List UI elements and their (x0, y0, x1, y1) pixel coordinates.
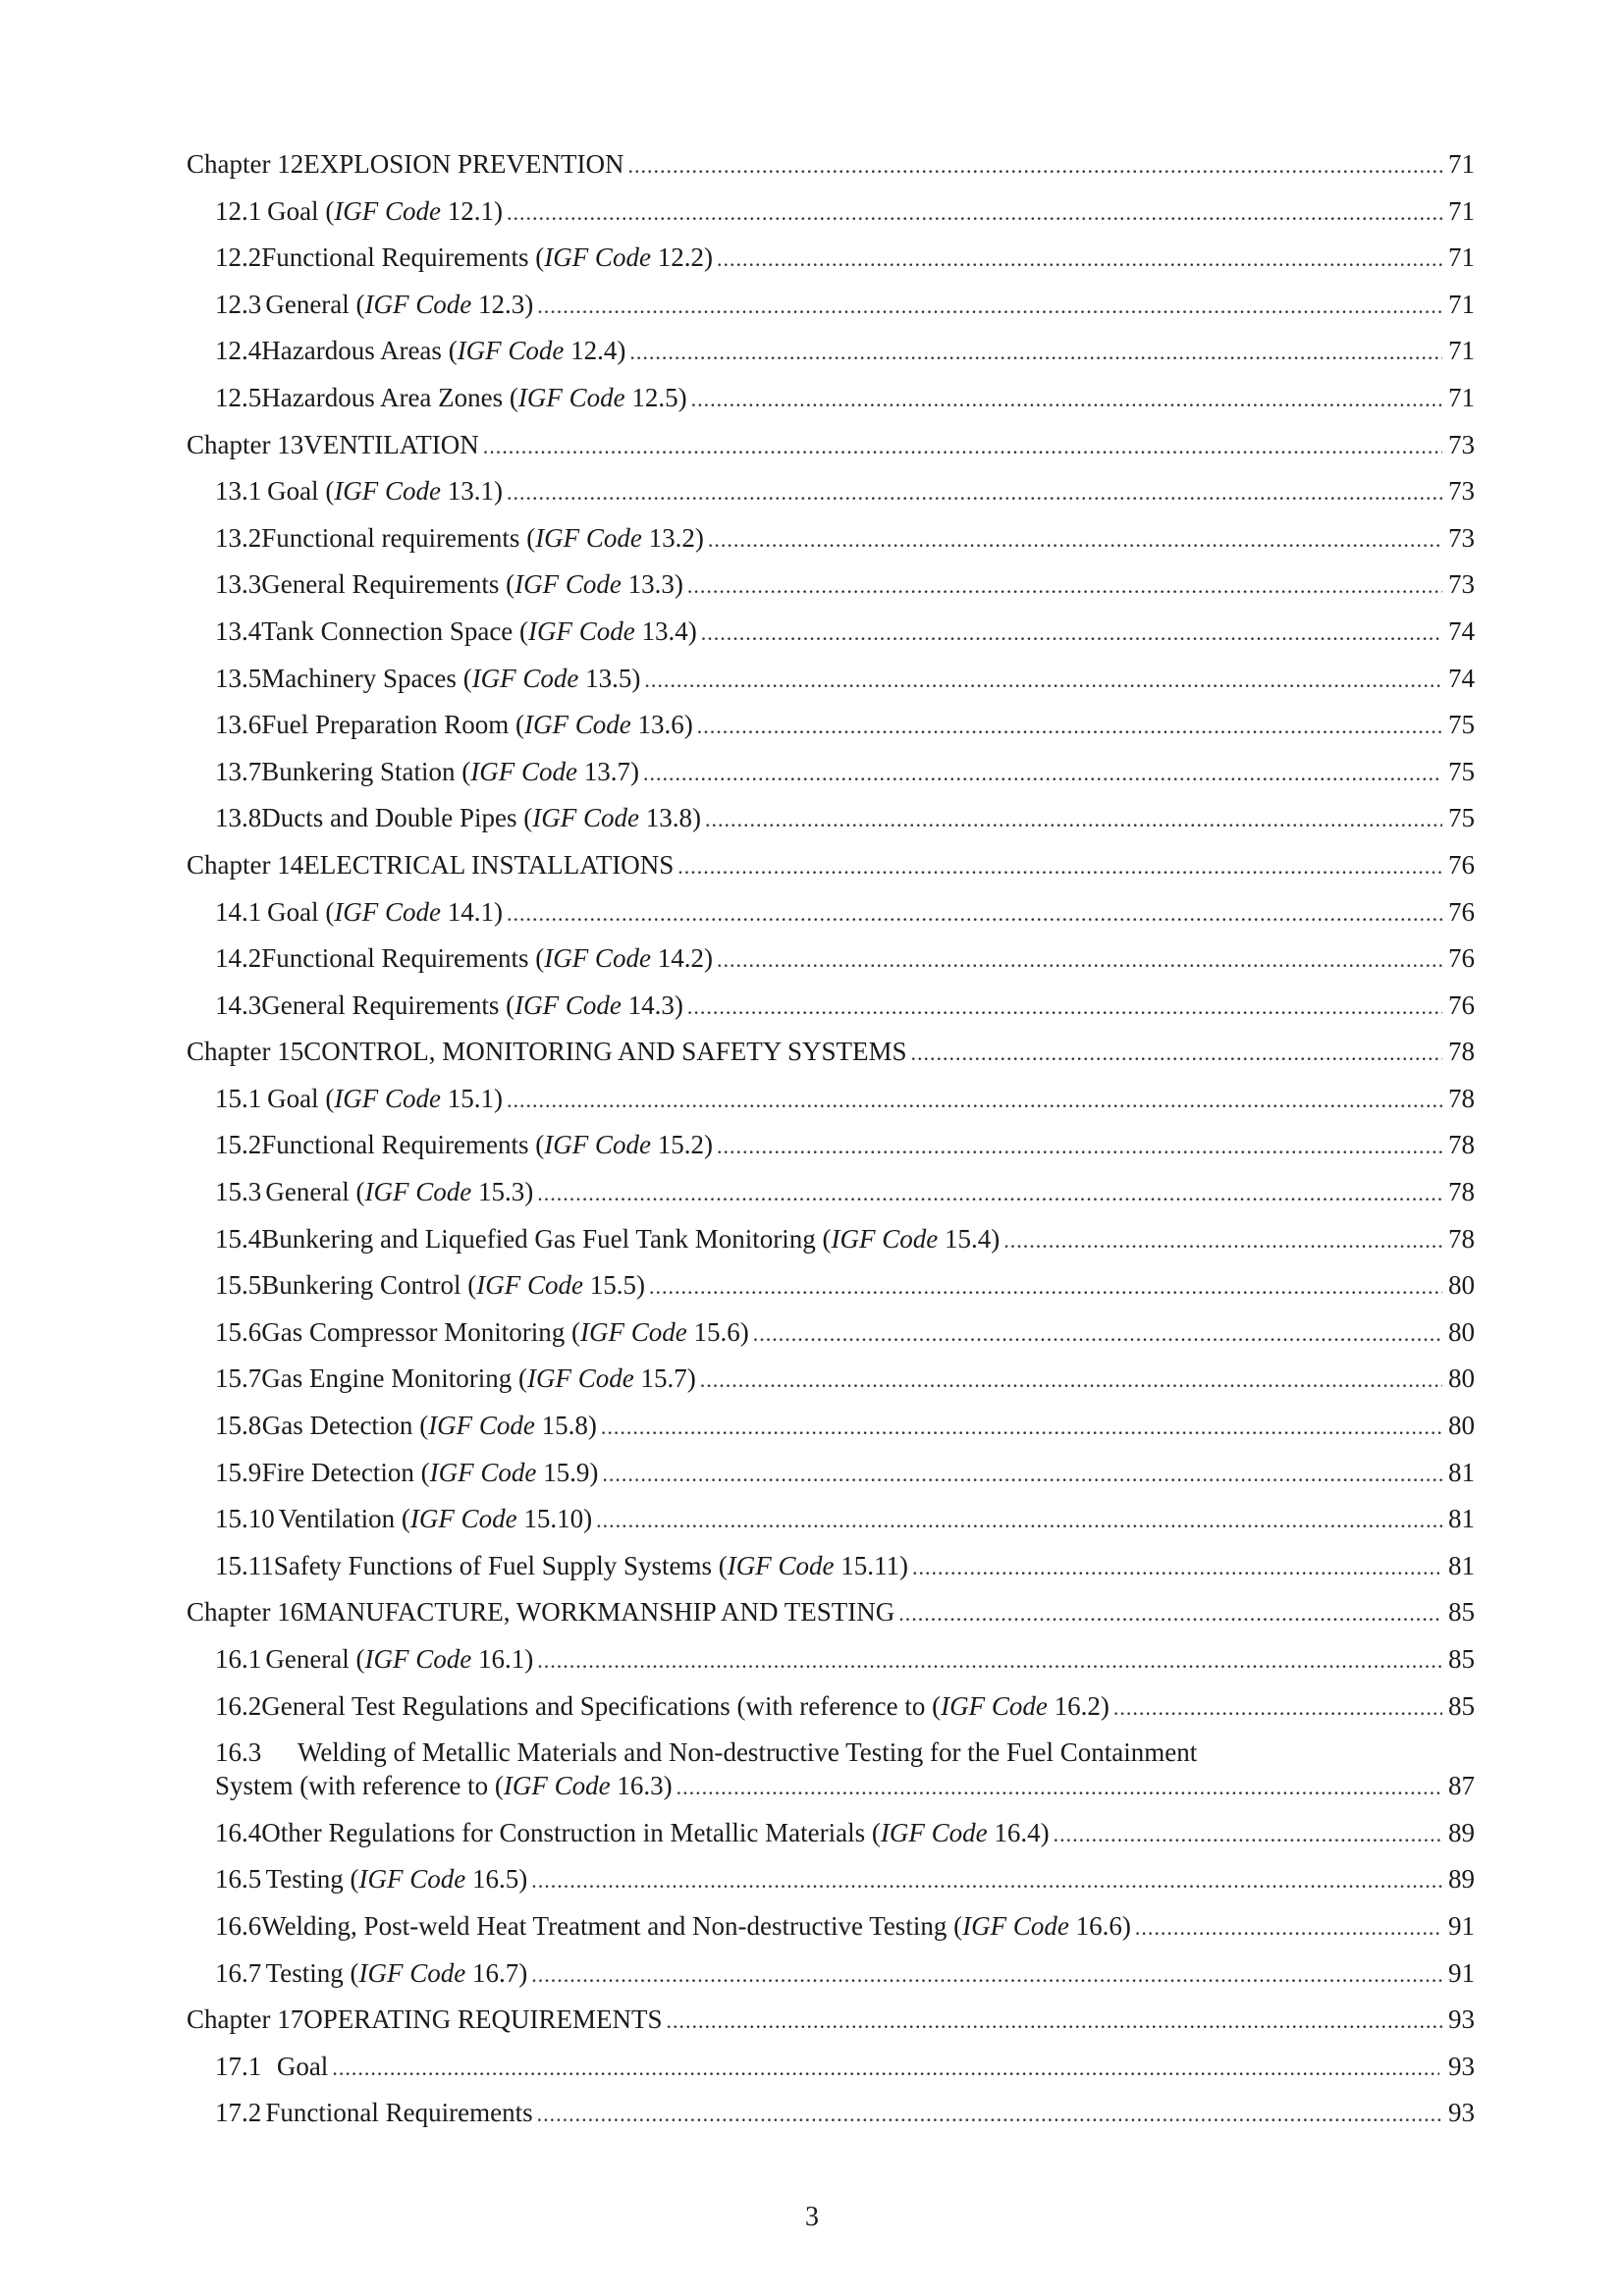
code-reference: IGF Code (358, 1957, 466, 1988)
code-reference: IGF Code (544, 943, 651, 974)
toc-entry-title: Safety Functions of Fuel Supply Systems (IGF Code 15.11) (273, 1550, 908, 1580)
toc-entry-number: Chapter 17 (187, 2004, 304, 2035)
toc-page-number: 76 (1448, 943, 1475, 974)
dot-leader (697, 712, 1442, 741)
toc-entry-title: General Requirements (IGF Code 14.3) (261, 989, 683, 1020)
code-reference: IGF Code (476, 1270, 583, 1301)
toc-entry-number: 16.3 (215, 1737, 262, 1768)
toc-page-number: 71 (1448, 382, 1475, 412)
toc-entry-title: Functional Requirements (265, 2098, 533, 2128)
toc-entry-title: Functional requirements (IGF Code 13.2) (261, 522, 704, 553)
toc-entry-number: 15.6 (215, 1316, 262, 1347)
toc-entry-title: Machinery Spaces (IGF Code 13.5) (261, 663, 641, 693)
toc-entry-number: 15.7 (215, 1363, 262, 1394)
toc-entry-title: General Test Regulations and Specifications (with reference to (IGF Code 16.2) (261, 1690, 1110, 1721)
toc-entry-title: Gas Engine Monitoring (IGF Code 15.7) (261, 1363, 696, 1394)
toc-page-number: 78 (1448, 1130, 1475, 1160)
toc-entry-title: Bunkering Station (IGF Code 13.7) (261, 756, 639, 786)
toc-section-entry[interactable] (187, 383, 1475, 430)
table-of-contents (187, 149, 1475, 2145)
toc-page-number: 73 (1448, 476, 1475, 507)
dot-leader (677, 852, 1442, 881)
toc-page-number: 91 (1448, 1910, 1475, 1941)
toc-entry-title: Bunkering and Liquefied Gas Fuel Tank Monitoring (IGF Code 15.4) (261, 1223, 1001, 1254)
toc-section-entry[interactable] (187, 1691, 1475, 1738)
toc-page-number: 74 (1448, 615, 1475, 646)
dot-leader (687, 571, 1442, 601)
toc-entry-number: Chapter 13 (187, 429, 304, 459)
toc-section-entry[interactable] (187, 1644, 1475, 1691)
code-reference: IGF Code (364, 1644, 472, 1674)
dot-leader (596, 1506, 1442, 1535)
dot-leader (1003, 1226, 1442, 1255)
toc-section-entry[interactable] (187, 710, 1475, 757)
toc-entry-number: Chapter 16 (187, 1597, 304, 1628)
code-reference: IGF Code (535, 522, 642, 553)
toc-entry-number: 15.1 (215, 1083, 262, 1113)
toc-section-entry[interactable] (187, 1177, 1475, 1224)
toc-section-entry[interactable] (187, 2052, 1475, 2099)
toc-section-entry[interactable] (187, 1737, 1475, 1801)
toc-section-entry[interactable] (187, 290, 1475, 337)
toc-page-number: 80 (1448, 1363, 1475, 1394)
toc-page-number: 87 (1448, 1771, 1475, 1801)
toc-chapter-entry[interactable] (187, 2004, 1475, 2052)
toc-section-entry[interactable] (187, 897, 1475, 944)
toc-chapter-entry[interactable] (187, 430, 1475, 477)
toc-entry-title: System (with reference to (IGF Code 16.3) (215, 1771, 673, 1801)
toc-section-entry[interactable] (187, 242, 1475, 290)
toc-entry-number: 15.11 (215, 1550, 274, 1580)
dot-leader (701, 618, 1442, 648)
toc-section-entry[interactable] (187, 1411, 1475, 1458)
code-reference: IGF Code (532, 803, 639, 833)
toc-entry-number: 13.2 (215, 522, 262, 553)
toc-entry-number: 16.4 (215, 1817, 262, 1847)
toc-entry-number: 14.1 (215, 896, 262, 927)
toc-entry-title: Goal (IGF Code 15.1) (267, 1083, 504, 1113)
toc-page-number: 76 (1448, 896, 1475, 927)
dot-leader (537, 292, 1442, 321)
toc-page-number: 93 (1448, 2004, 1475, 2035)
dot-leader (602, 1460, 1442, 1489)
toc-page-number: 85 (1448, 1597, 1475, 1628)
dot-leader (691, 385, 1442, 414)
dot-leader (912, 1553, 1442, 1582)
toc-section-entry[interactable] (187, 2098, 1475, 2145)
dot-leader (531, 1866, 1442, 1896)
code-reference: IGF Code (880, 1817, 988, 1847)
toc-section-entry[interactable] (187, 1363, 1475, 1411)
code-reference: IGF Code (523, 710, 631, 740)
code-reference: IGF Code (334, 195, 442, 226)
toc-page-number: 76 (1448, 989, 1475, 1020)
toc-page-number: 80 (1448, 1270, 1475, 1301)
toc-entry-title: Hazardous Areas (IGF Code 12.4) (261, 336, 626, 366)
toc-section-entry[interactable] (187, 803, 1475, 850)
toc-section-entry[interactable] (187, 943, 1475, 990)
toc-entry-number: 13.7 (215, 756, 262, 786)
toc-section-entry[interactable] (187, 1084, 1475, 1131)
toc-entry-number: 16.2 (215, 1690, 262, 1721)
dot-leader (507, 899, 1442, 929)
dot-leader (1135, 1913, 1442, 1943)
dot-leader (687, 992, 1442, 1022)
dot-leader (717, 244, 1442, 274)
toc-page-number: 78 (1448, 1177, 1475, 1207)
dot-leader (629, 338, 1442, 367)
toc-page-number: 80 (1448, 1316, 1475, 1347)
toc-entry-number: Chapter 12 (187, 149, 304, 179)
code-reference: IGF Code (526, 1363, 634, 1394)
toc-entry-number: 17.1 (215, 2051, 262, 2081)
toc-page-number: 74 (1448, 663, 1475, 693)
toc-page-number: 71 (1448, 289, 1475, 319)
toc-entry-number: 12.5 (215, 382, 262, 412)
dot-leader (507, 198, 1442, 228)
code-reference: IGF Code (514, 989, 622, 1020)
toc-page-number: 71 (1448, 149, 1475, 179)
toc-page-number: 89 (1448, 1817, 1475, 1847)
toc-entry-title: Ducts and Double Pipes (IGF Code 13.8) (261, 803, 701, 833)
dot-leader (507, 1086, 1442, 1115)
code-reference: IGF Code (428, 1411, 535, 1441)
dot-leader (911, 1039, 1442, 1068)
toc-page-number: 71 (1448, 336, 1475, 366)
dot-leader (537, 1179, 1442, 1208)
toc-section-entry[interactable] (187, 523, 1475, 570)
code-reference: IGF Code (334, 1083, 442, 1113)
toc-entry-title: VENTILATION (303, 429, 479, 459)
toc-page-number: 71 (1448, 242, 1475, 273)
toc-entry-title: Goal (IGF Code 14.1) (267, 896, 504, 927)
code-reference: IGF Code (429, 1457, 537, 1487)
code-reference: IGF Code (503, 1771, 611, 1801)
code-reference: IGF Code (831, 1223, 939, 1254)
toc-section-entry[interactable] (187, 1224, 1475, 1271)
toc-section-entry[interactable] (187, 569, 1475, 616)
toc-entry-title: Hazardous Area Zones (IGF Code 12.5) (261, 382, 687, 412)
toc-entry-number: 16.6 (215, 1910, 262, 1941)
toc-page-number: 75 (1448, 710, 1475, 740)
toc-page-number: 80 (1448, 1411, 1475, 1441)
dot-leader (537, 2100, 1442, 2129)
toc-entry-title: OPERATING REQUIREMENTS (303, 2004, 663, 2035)
dot-leader (643, 759, 1442, 788)
code-reference: IGF Code (364, 289, 472, 319)
dot-leader (483, 432, 1442, 461)
toc-page-number: 85 (1448, 1690, 1475, 1721)
toc-section-entry[interactable] (187, 196, 1475, 243)
toc-entry-title: General Requirements (IGF Code 13.3) (261, 569, 683, 600)
toc-entry-number: 12.2 (215, 242, 262, 273)
toc-page-number: 89 (1448, 1864, 1475, 1895)
dot-leader (507, 478, 1442, 507)
toc-entry-title: Testing (IGF Code 16.7) (265, 1957, 528, 1988)
toc-entry-title: Goal (IGF Code 13.1) (267, 476, 504, 507)
toc-page-number: 75 (1448, 803, 1475, 833)
code-reference: IGF Code (514, 569, 622, 600)
toc-page-number: 81 (1448, 1550, 1475, 1580)
toc-section-entry[interactable] (187, 1911, 1475, 1958)
toc-section-entry[interactable] (187, 616, 1475, 664)
dot-leader (717, 1132, 1442, 1161)
code-reference: IGF Code (471, 663, 579, 693)
code-reference: IGF Code (579, 1316, 687, 1347)
toc-entry-title: General (IGF Code 15.3) (265, 1177, 534, 1207)
toc-entry-title: ELECTRICAL INSTALLATIONS (303, 849, 675, 880)
toc-page-number: 81 (1448, 1504, 1475, 1534)
toc-entry-number: 15.2 (215, 1130, 262, 1160)
toc-section-entry[interactable] (187, 1458, 1475, 1505)
toc-entry-title: Fuel Preparation Room (IGF Code 13.6) (261, 710, 693, 740)
toc-entry-number: 13.5 (215, 663, 262, 693)
toc-section-entry[interactable] (187, 757, 1475, 804)
toc-entry-number: 15.4 (215, 1223, 262, 1254)
toc-entry-number: 17.2 (215, 2098, 262, 2128)
toc-page-number: 93 (1448, 2098, 1475, 2128)
toc-entry-title: General (IGF Code 16.1) (265, 1644, 534, 1674)
toc-entry-title: Welding, Post-weld Heat Treatment and Non-destructive Testing (IGF Code 16.6) (261, 1910, 1131, 1941)
toc-page-number: 91 (1448, 1957, 1475, 1988)
code-reference: IGF Code (544, 242, 651, 273)
toc-page-number: 78 (1448, 1083, 1475, 1113)
toc-chapter-entry[interactable] (187, 149, 1475, 196)
toc-entry-title: General (IGF Code 12.3) (265, 289, 534, 319)
code-reference: IGF Code (528, 615, 635, 646)
dot-leader (627, 151, 1442, 181)
dot-leader (708, 525, 1442, 555)
dot-leader (1113, 1693, 1442, 1723)
code-reference: IGF Code (457, 336, 565, 366)
toc-chapter-entry[interactable] (187, 850, 1475, 897)
toc-entry-number: 15.8 (215, 1411, 262, 1441)
code-reference: IGF Code (727, 1550, 835, 1580)
toc-page-number: 73 (1448, 569, 1475, 600)
toc-entry-number: 12.4 (215, 336, 262, 366)
dot-leader (531, 1960, 1442, 1990)
toc-entry-title: Bunkering Control (IGF Code 15.5) (261, 1270, 645, 1301)
toc-entry-title: Welding of Metallic Materials and Non-destructive Testing for the Fuel Containment (298, 1737, 1198, 1768)
code-reference: IGF Code (962, 1910, 1069, 1941)
dot-leader (753, 1319, 1442, 1349)
toc-section-entry[interactable] (187, 1818, 1475, 1865)
toc-entry-title: Functional Requirements (IGF Code 15.2) (261, 1130, 713, 1160)
toc-entry-number: 12.1 (215, 195, 262, 226)
dot-leader (898, 1599, 1442, 1629)
toc-section-entry[interactable] (187, 1130, 1475, 1177)
toc-entry-number: 13.1 (215, 476, 262, 507)
toc-page-number: 71 (1448, 195, 1475, 226)
toc-entry-title: Functional Requirements (IGF Code 14.2) (261, 943, 713, 974)
toc-chapter-entry[interactable] (187, 1037, 1475, 1084)
toc-entry-number: Chapter 15 (187, 1037, 304, 1067)
toc-page-number: 85 (1448, 1644, 1475, 1674)
code-reference: IGF Code (517, 382, 625, 412)
toc-section-entry[interactable] (187, 1504, 1475, 1551)
toc-page-number: 75 (1448, 756, 1475, 786)
toc-section-entry[interactable] (187, 1317, 1475, 1364)
toc-entry-number: 16.5 (215, 1864, 262, 1895)
toc-entry-title: Ventilation (IGF Code 15.10) (278, 1504, 593, 1534)
toc-page-number: 73 (1448, 522, 1475, 553)
code-reference: IGF Code (941, 1690, 1048, 1721)
dot-leader (1054, 1820, 1442, 1849)
page-number: 3 (805, 2202, 819, 2232)
dot-leader (717, 945, 1442, 975)
dot-leader (649, 1272, 1442, 1302)
code-reference: IGF Code (358, 1864, 466, 1895)
toc-section-entry[interactable] (187, 476, 1475, 523)
dot-leader (332, 2054, 1439, 2083)
dot-leader (667, 2006, 1443, 2036)
toc-entry-title: Tank Connection Space (IGF Code 13.4) (261, 615, 697, 646)
toc-section-entry[interactable] (187, 1551, 1475, 1598)
toc-entry-number: 13.4 (215, 615, 262, 646)
toc-page-number: 78 (1448, 1223, 1475, 1254)
dot-leader (537, 1646, 1442, 1676)
toc-entry-title: Goal (IGF Code 12.1) (267, 195, 504, 226)
dot-leader (700, 1365, 1442, 1395)
toc-entry-number: 16.1 (215, 1644, 262, 1674)
toc-section-entry[interactable] (187, 336, 1475, 383)
toc-page-number: 76 (1448, 849, 1475, 880)
toc-entry-number: 14.3 (215, 989, 262, 1020)
toc-entry-number: 13.8 (215, 803, 262, 833)
toc-section-entry[interactable] (187, 1958, 1475, 2005)
toc-entry-number: 13.6 (215, 710, 262, 740)
toc-section-entry[interactable] (187, 1270, 1475, 1317)
toc-entry-number: 15.9 (215, 1457, 262, 1487)
dot-leader (644, 666, 1442, 695)
toc-section-entry[interactable] (187, 990, 1475, 1038)
code-reference: IGF Code (470, 756, 577, 786)
toc-entry-number: 12.3 (215, 289, 262, 319)
toc-section-entry[interactable] (187, 1864, 1475, 1911)
dot-leader (677, 1773, 1442, 1802)
toc-page-number: 73 (1448, 429, 1475, 459)
code-reference: IGF Code (409, 1504, 517, 1534)
toc-page-number: 93 (1448, 2051, 1476, 2081)
toc-entry-title: Goal (276, 2051, 329, 2081)
code-reference: IGF Code (544, 1130, 651, 1160)
toc-entry-number: 16.7 (215, 1957, 262, 1988)
toc-entry-title: CONTROL, MONITORING AND SAFETY SYSTEMS (303, 1037, 907, 1067)
toc-entry-title: Functional Requirements (IGF Code 12.2) (261, 242, 713, 273)
toc-entry-number: 15.3 (215, 1177, 262, 1207)
toc-entry-title: Other Regulations for Construction in Metallic Materials (IGF Code 16.4) (261, 1817, 1050, 1847)
toc-entry-number: 14.2 (215, 943, 262, 974)
toc-section-entry[interactable] (187, 664, 1475, 711)
toc-entry-title: Gas Detection (IGF Code 15.8) (261, 1411, 597, 1441)
dot-leader (705, 805, 1442, 834)
toc-entry-title: EXPLOSION PREVENTION (303, 149, 624, 179)
toc-entry-title: MANUFACTURE, WORKMANSHIP AND TESTING (303, 1597, 895, 1628)
toc-entry-title: Testing (IGF Code 16.5) (265, 1864, 528, 1895)
toc-entry-title: Fire Detection (IGF Code 15.9) (261, 1457, 599, 1487)
toc-page-number: 78 (1448, 1037, 1475, 1067)
toc-entry-number: Chapter 14 (187, 849, 304, 880)
toc-entry-number: 15.5 (215, 1270, 262, 1301)
toc-entry-number: 15.10 (215, 1504, 275, 1534)
code-reference: IGF Code (334, 476, 442, 507)
toc-chapter-entry[interactable] (187, 1597, 1475, 1644)
toc-page-number: 81 (1448, 1457, 1475, 1487)
toc-entry-title: Gas Compressor Monitoring (IGF Code 15.6) (261, 1316, 749, 1347)
code-reference: IGF Code (334, 896, 442, 927)
code-reference: IGF Code (364, 1177, 472, 1207)
dot-leader (601, 1413, 1442, 1442)
toc-entry-number: 13.3 (215, 569, 262, 600)
